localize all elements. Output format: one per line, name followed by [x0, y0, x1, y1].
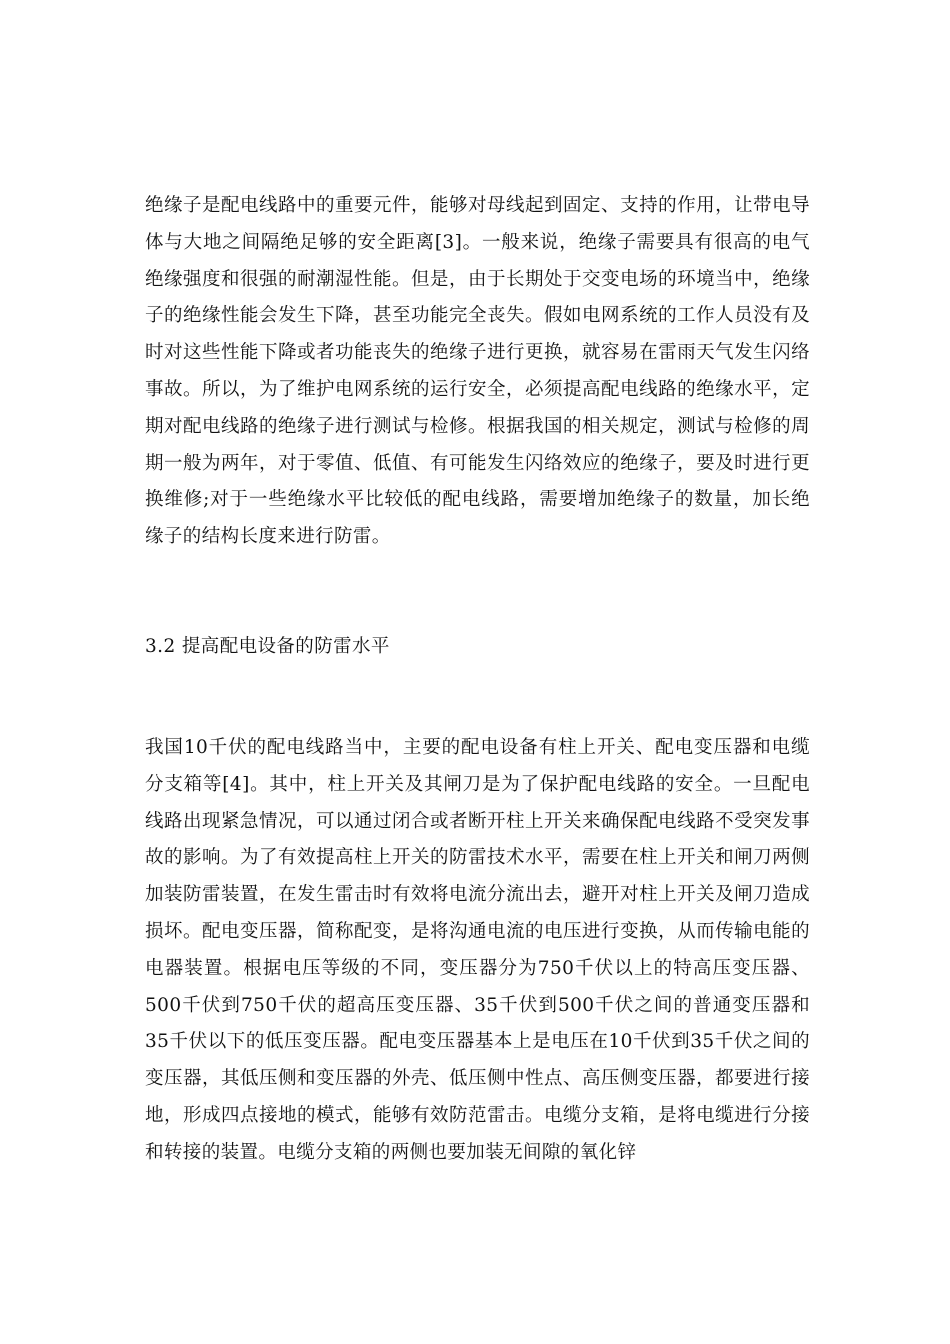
body-paragraph-equipment: 我国10千伏的配电线路当中，主要的配电设备有柱上开关、配电变压器和电缆分支箱等[4]。其中，柱上开关及其闸刀是为了保护配电线路的安全。一旦配电线路出现紧急情况，可以通过闭合或者断开柱上开关来确保配电线路不受突发事故的影响。为了有效提高柱上开关的防雷技术水平，需要在柱上开关和闸刀两侧加装防雷装置，在发生雷击时有效将电流分流出去，避开对柱上开关及闸刀造成损坏。配电变压器，简称配变，是将沟通电流的电压进行变换，从而传输电能的电器装置。根据电压等级的不同，变压器分为750千伏以上的特高压变压器、500千伏到750千伏的超高压变压器、35千伏到500千伏之间的普通变压器和35千伏以下的低压变压器。配电变压器基本上是电压在10千伏到35千伏之间的变压器，其低压侧和变压器的外壳、低压侧中性点、高压侧变压器，都要进行接地，形成四点接地的模式，能够有效防范雷击。电缆分支箱，是将电缆进行分接和转接的装置。电缆分支箱的两侧也要加装无间隙的氧化锌 [145, 737, 810, 1163]
section-heading: 3.2 提高配电设备的防雷水平 [145, 636, 390, 657]
body-paragraph-insulator: 绝缘子是配电线路中的重要元件，能够对母线起到固定、支持的作用，让带电导体与大地之间隔绝足够的安全距离[3]。一般来说，绝缘子需要具有很高的电气绝缘强度和很强的耐潮湿性能。但是，由于长期处于交变电场的环境当中，绝缘子的绝缘性能会发生下降，甚至功能完全丧失。假如电网系统的工作人员没有及时对这些性能下降或者功能丧失的绝缘子进行更换，就容易在雷雨天气发生闪络事故。所以，为了维护电网系统的运行安全，必须提高配电线路的绝缘水平，定期对配电线路的绝缘子进行测试与检修。根据我国的相关规定，测试与检修的周期一般为两年，对于零值、低值、有可能发生闪络效应的绝缘子，要及时进行更换维修;对于一些绝缘水平比较低的配电线路，需要增加绝缘子的数量，加长绝缘子的结构长度来进行防雷。 [145, 195, 810, 548]
